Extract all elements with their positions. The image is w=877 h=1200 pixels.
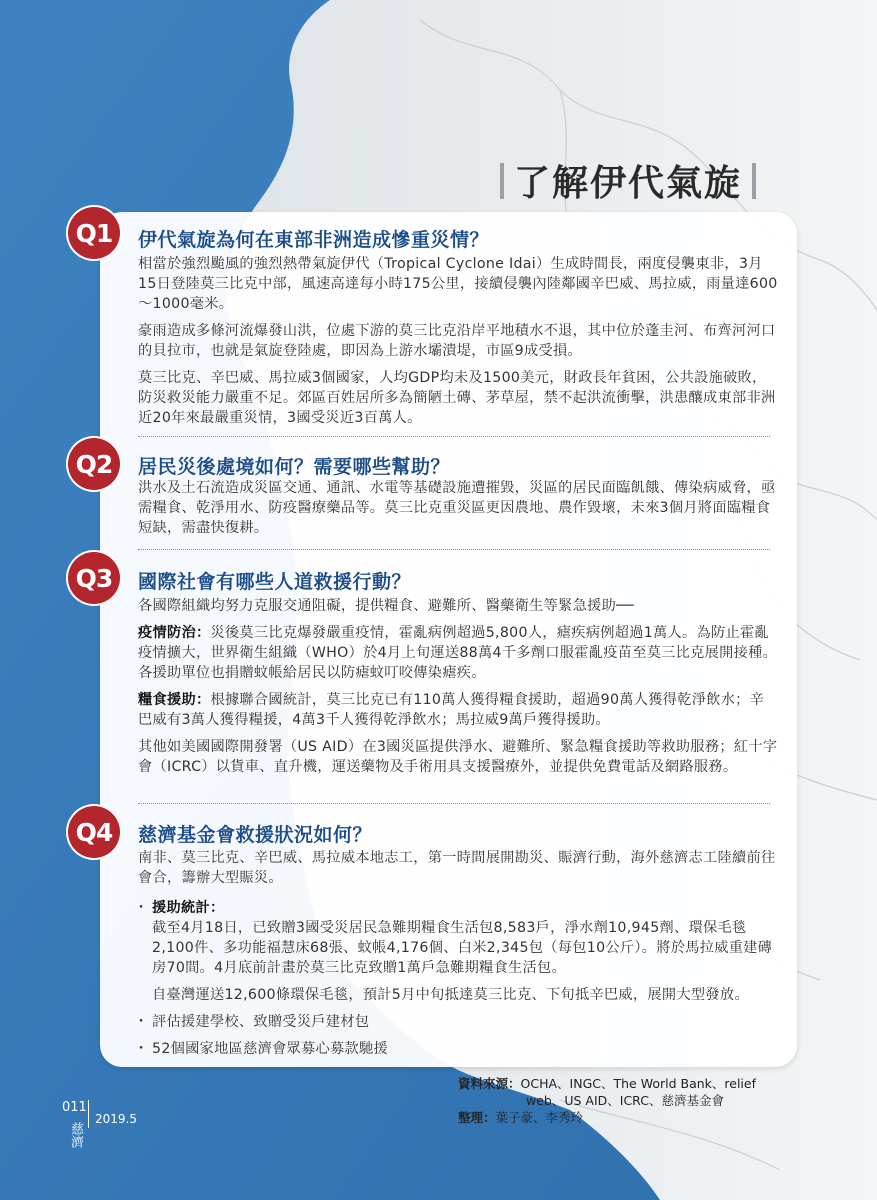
source-line-1 — [458, 1075, 756, 1092]
q1-paragraph-3: 莫三比克、辛巴威、馬拉威3個國家，人均GDP均未及1500美元，財政長年貧困，公共設施破敗，防災救災能力嚴重不足。郊區百姓居所多為簡陋土磚、茅草屋，禁不起洪流衝擊，洪患釀成東部非洲近20年來最嚴重災情，3國受災近3百萬人。 — [138, 370, 776, 426]
editor-label: 整理： — [458, 1110, 496, 1125]
q2-badge: Q2 — [68, 438, 120, 490]
q4-intro: 南非、莫三比克、辛巴威、馬拉威本地志工，第一時間展開勘災、賑濟行動，海外慈濟志工陸續前往會合，籌辦大型賑災。 — [138, 850, 776, 886]
q1-body — [138, 254, 778, 435]
footer-divider — [88, 1100, 89, 1128]
q4-badge: Q4 — [68, 806, 120, 858]
divider-1 — [138, 436, 770, 437]
q2-heading: 居民災後處境如何？需要哪些幫助？ — [138, 456, 451, 478]
source-line1-text: OCHA、INGC、The World Bank、relief — [520, 1076, 756, 1091]
q2-paragraph-1: 洪水及土石流造成災區交通、通訊、水電等基礎設施遭摧毀，災區的居民面臨飢餓、傳染病威脅，亟需糧食、乾淨用水、防疫醫療藥品等。莫三比克重災區更因農地、農作毀壞，未來3個月將面臨糧食短缺，需盡快復耕。 — [138, 480, 776, 536]
q3-badge: Q3 — [68, 552, 120, 604]
q4-stats-label: 援助統計： — [152, 900, 225, 916]
q3-heading: 國際社會有哪些人道救援行動？ — [138, 571, 412, 593]
q3-epidemic-label: 疫情防治： — [138, 625, 211, 641]
q1-paragraph-2: 豪雨造成多條河流爆發山洪，位處下游的莫三比克沿岸平地積水不退，其中位於蓬圭河、布齊河河口的貝拉市，也就是氣旋登陸處，即因為上游水壩潰堤，市區9成受損。 — [138, 323, 776, 359]
q3-food-label: 糧食援助： — [138, 692, 211, 708]
q4-heading: 慈濟基金會救援狀況如何？ — [138, 824, 373, 846]
title-bar-right — [752, 163, 756, 199]
issue-date: 2019.5 — [95, 1112, 137, 1126]
q3-epidemic — [138, 623, 778, 683]
q4-stats-bullet — [138, 898, 778, 918]
q3-intro: 各國際組織均努力克服交通阻礙，提供糧食、避難所、醫藥衛生等緊急援助── — [138, 598, 634, 614]
divider-2 — [138, 549, 770, 550]
q3-body — [138, 596, 778, 784]
q3-food-text: 根據聯合國統計，莫三比克已有110萬人獲得糧食援助，超過90萬人獲得乾淨飲水；辛巴威有3萬人獲得糧援，4萬3千人獲得乾淨飲水；馬拉威9萬戶獲得援助。 — [138, 692, 765, 728]
editor-line — [458, 1109, 756, 1126]
q1-badge: Q1 — [68, 207, 120, 259]
source-label: 資料來源： — [458, 1076, 521, 1091]
q4-stats-text: 截至4月18日，已致贈3國受災居民急難期糧食生活包8,583戶，淨水劑10,945劑、環保毛毯2,100件、多功能福慧床68張、蚊帳4,176個、白米2,345包（每包10公斤）。將於馬拉威重建磚房70間。4月底前計畫於莫三比克致贈1萬戶急難期糧食生活包。 — [152, 920, 773, 976]
q3-other: 其他如美國國際開發署（US AID）在3國災區提供淨水、避難所、緊急糧食援助等救助服務；紅十字會（ICRC）以貨車、直升機，運送藥物及手術用具支援醫療外，並提供免費電話及網路服務。 — [138, 739, 778, 775]
page-number: 011 — [62, 1100, 87, 1115]
q2-body — [138, 478, 778, 545]
q4-body — [138, 848, 778, 1066]
source-line-2: web、US AID、ICRC、慈濟基金會 — [526, 1093, 724, 1108]
q4-bullet-2: ・ 評估援建學校、致贈受災戶建材包 — [138, 1012, 778, 1032]
q4-stats-text-2: 自臺灣運送12,600條環保毛毯，預計5月中旬抵達莫三比克、下旬抵辛巴威，展開大型發放。 — [152, 987, 749, 1003]
editor-names: 葉子豪、李秀玲 — [495, 1110, 584, 1125]
page-title-text: 了解伊代氣旋 — [514, 162, 743, 204]
page-title — [500, 155, 756, 206]
source-credits — [458, 1075, 756, 1126]
q4-bullet-3: ・ 52個國家地區慈濟會眾募心募款馳援 — [138, 1039, 778, 1059]
q3-food — [138, 690, 778, 730]
magazine-name: 慈濟 — [68, 1122, 83, 1148]
q3-epidemic-text: 災後莫三比克爆發嚴重疫情，霍亂病例超過5,800人，瘧疾病例超過1萬人。為防止霍亂疫情擴大，世界衛生組織（WHO）於4月上旬運送88萬4千多劑口服霍亂疫苗至莫三比克展開接種。各援助單位也捐贈蚊帳給居民以防瘧蚊叮咬傳染瘧疾。 — [138, 625, 778, 681]
q1-paragraph-1: 相當於強烈颱風的強烈熱帶氣旋伊代（Tropical Cyclone Idai）生成時間長，兩度侵襲東非，3月15日登陸莫三比克中部，風速高達每小時175公里，接續侵襲內陸鄰國辛巴威、馬拉威，雨量達600～1000毫米。 — [138, 256, 778, 312]
q1-heading: 伊代氣旋為何在東部非洲造成慘重災情？ — [138, 229, 490, 251]
divider-3 — [138, 803, 770, 804]
title-bar-left — [500, 163, 504, 199]
